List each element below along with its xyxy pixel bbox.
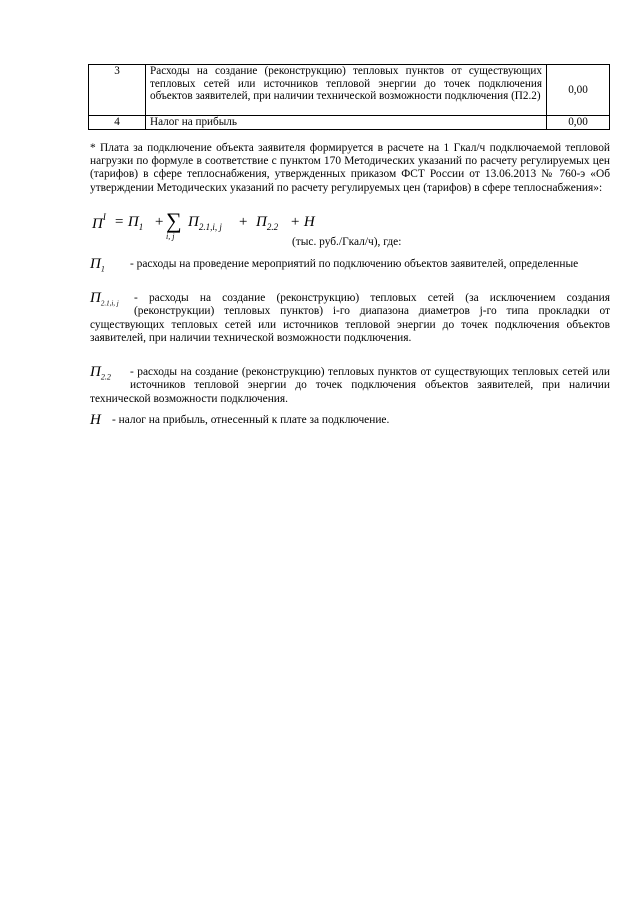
- formula-units: (тыс. руб./Гкал/ч), где:: [292, 236, 402, 248]
- formula-plus: +: [238, 214, 249, 230]
- row-number: 3: [89, 65, 146, 116]
- row-description: Расходы на создание (реконструкцию) тепловых пунктов от существующих тепловых сетей или источников тепловой энергии до точек подключения объектов заявителей, при наличии технической возможности подключения (П2.2): [146, 65, 547, 116]
- definition-symbol: $П_{2.2}$: [90, 364, 111, 382]
- definition-h: [90, 414, 610, 432]
- table-row: [89, 116, 610, 130]
- sum-subscript: i, j: [166, 232, 175, 241]
- cost-table: [88, 64, 610, 130]
- row-value: 0,00: [547, 116, 610, 130]
- formula-p22: $П_{2.2}$: [256, 214, 279, 232]
- table-row: [89, 65, 610, 116]
- definition-text: - налог на прибыль, отнесенный к плате за подключение.: [112, 414, 390, 426]
- sum-symbol: ∑: [166, 208, 182, 233]
- formula-p21: $П_{2.1,i, j}$: [188, 214, 222, 232]
- definition-symbol: $П_1$: [90, 256, 105, 274]
- formula-plus-h: + Н: [290, 214, 315, 230]
- definition-text: - расходы на проведение мероприятий по подключению объектов заявителей, определенные: [130, 258, 579, 270]
- row-number: 4: [89, 116, 146, 130]
- formula-plus: +: [154, 214, 165, 230]
- definition-text: - расходы на создание (реконструкцию) тепловых пунктов от существующих тепловых сетей или источников тепловой энергии до точек подключения объектов заявителей, при наличии технической возможности подключения.: [90, 366, 610, 405]
- definition-p22: [90, 366, 610, 406]
- footnote-text: * Плата за подключение объекта заявителя формируется в расчете на 1 Гкал/ч подключаемой тепловой нагрузки по формуле в соответствие с пунктом 170 Методических указаний по расчету регулируемых цен (тарифов) в сфере теплоснабжения, утвержденных приказом ФСТ России от 13.06.2013 № 760-э «Об утверждении Методических указаний по расчету регулируемых цен (тарифов) в сфере теплоснабжения»:: [90, 142, 610, 194]
- definition-p21: [90, 292, 610, 346]
- row-value: 0,00: [547, 65, 610, 116]
- definition-text: - расходы на создание (реконструкцию) тепловых сетей (за исключением создания (реконструкции) тепловых пунктов) i-го диапазона диаметров j-го типа прокладки от существующих тепловых сетей или источников тепловой энергии до точек подключения объектов заявителей, при наличии технической возможности подключения.: [90, 292, 610, 345]
- formula: [92, 208, 612, 252]
- definition-p1: [90, 258, 610, 284]
- definition-symbol: Н: [90, 412, 101, 428]
- row-description: Налог на прибыль: [146, 116, 547, 130]
- definition-symbol: $П_{2.1,i, j}$: [90, 290, 119, 308]
- formula-lhs: $П^I$: [92, 212, 106, 232]
- formula-eq: = $П_1$: [114, 214, 144, 232]
